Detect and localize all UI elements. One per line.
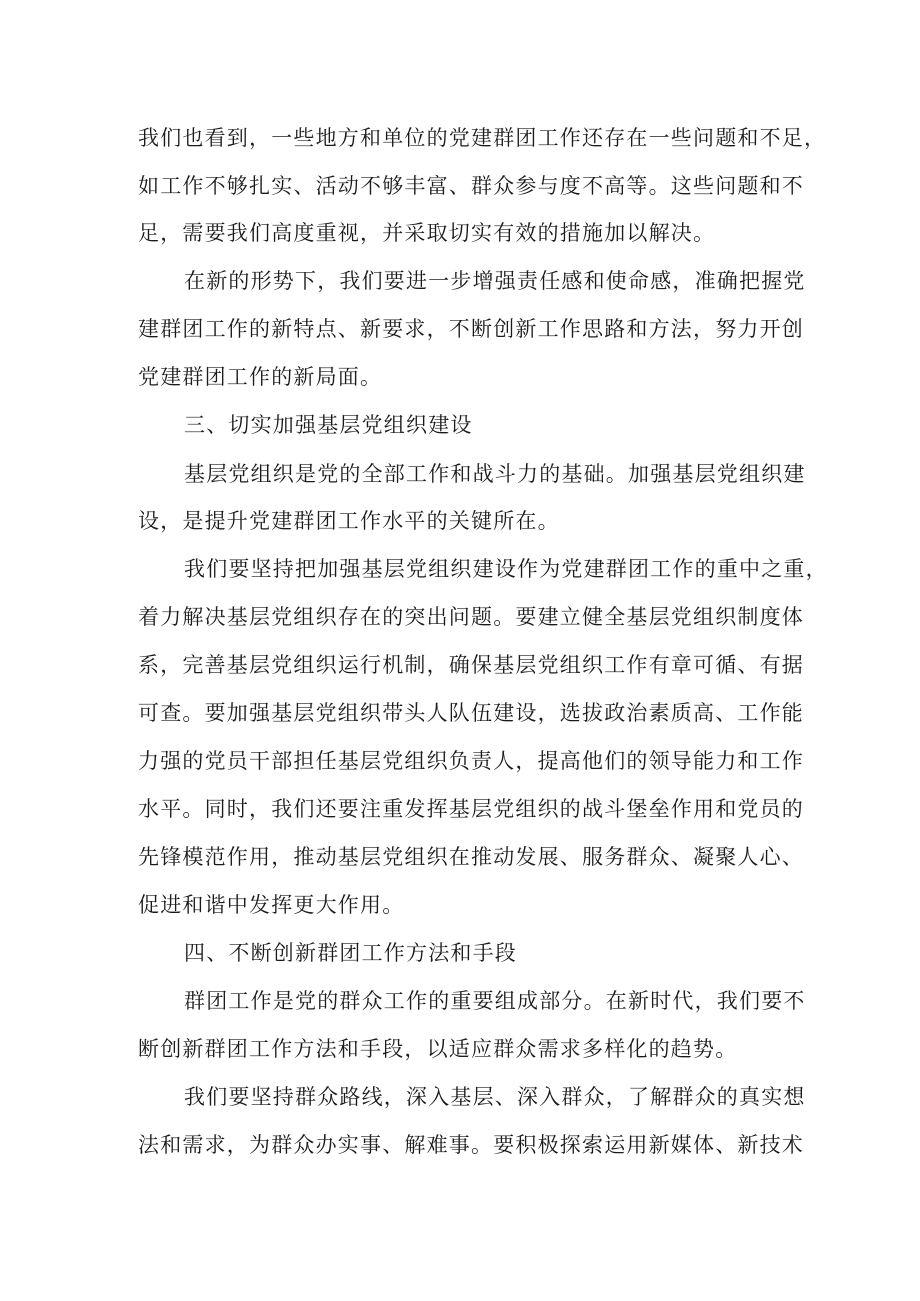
paragraph-line: 设，是提升党建群团工作水平的关键所在。 (138, 509, 560, 533)
paragraph-line: 力强的党员干部担任基层党组织负责人，提高他们的领导能力和工作 (138, 749, 804, 773)
paragraph-line: 水平。同时，我们还要注重发挥基层党组织的战斗堡垒作用和党员的 (138, 797, 804, 821)
paragraph-line: 群团工作是党的群众工作的重要组成部分。在新时代，我们要不 (184, 989, 806, 1013)
paragraph-line: 我们也看到，一些地方和单位的党建群团工作还存在一些问题和不足， (138, 126, 827, 150)
paragraph-line: 断创新群团工作方法和手段，以适应群众需求多样化的趋势。 (138, 1037, 738, 1061)
paragraph-line: 建群团工作的新特点、新要求，不断创新工作思路和方法，努力开创 (138, 317, 804, 341)
paragraph-line: 我们要坚持群众路线，深入基层、深入群众，了解群众的真实想 (184, 1085, 806, 1109)
paragraph-line: 法和需求，为群众办实事、解难事。要积极探索运用新媒体、新技术 (138, 1133, 804, 1157)
paragraph-line: 基层党组织是党的全部工作和战斗力的基础。加强基层党组织建 (184, 462, 806, 486)
paragraph-line: 我们要坚持把加强基层党组织建设作为党建群团工作的重中之重， (184, 557, 828, 581)
paragraph-line: 着力解决基层党组织存在的突出问题。要建立健全基层党组织制度体 (138, 605, 804, 629)
paragraph-line: 足，需要我们高度重视，并采取切实有效的措施加以解决。 (138, 221, 716, 245)
paragraph-line: 在新的形势下，我们要进一步增强责任感和使命感，准确把握党 (184, 269, 806, 293)
paragraph-line: 可查。要加强基层党组织带头人队伍建设，选拔政治素质高、工作能 (138, 701, 804, 725)
paragraph-line: 党建群团工作的新局面。 (138, 365, 383, 389)
section-heading: 三、切实加强基层党组织建设 (184, 413, 473, 437)
paragraph-line: 先锋模范作用，推动基层党组织在推动发展、服务群众、凝聚人心、 (138, 845, 804, 869)
paragraph-line: 如工作不够扎实、活动不够丰富、群众参与度不高等。这些问题和不 (138, 174, 804, 198)
paragraph-line: 系，完善基层党组织运行机制，确保基层党组织工作有章可循、有据 (138, 653, 804, 677)
section-heading: 四、不断创新群团工作方法和手段 (184, 941, 517, 965)
paragraph-line: 促进和谐中发挥更大作用。 (138, 893, 405, 917)
